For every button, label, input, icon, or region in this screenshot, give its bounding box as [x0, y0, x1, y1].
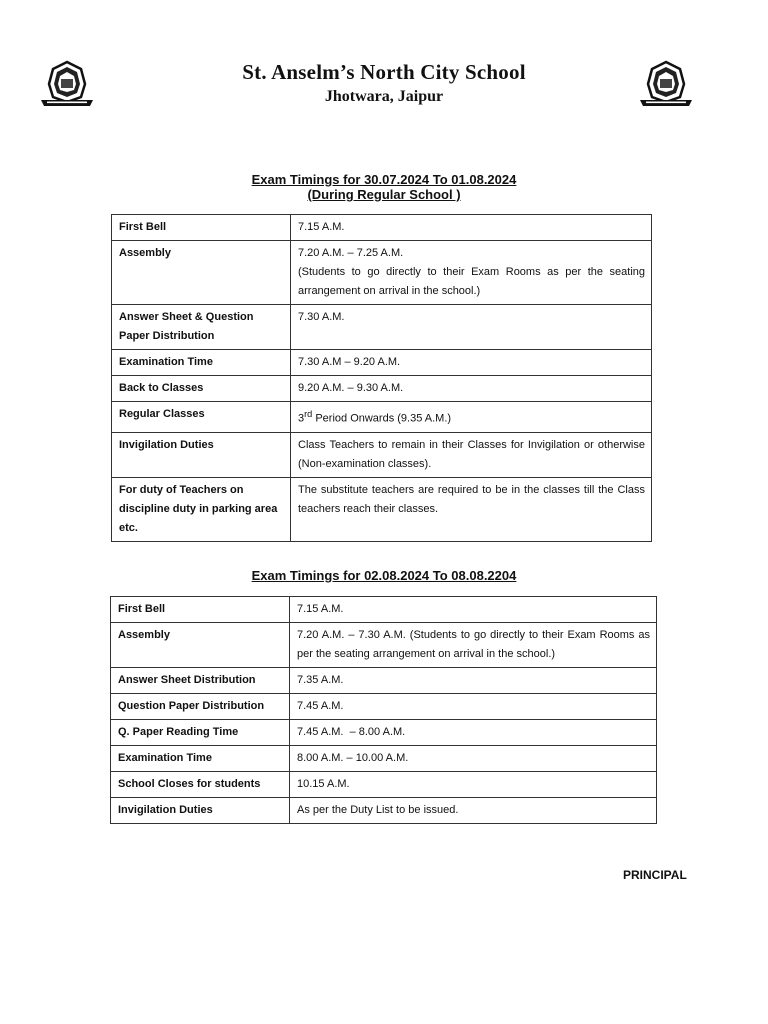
row-label: Assembly — [111, 623, 290, 668]
row-label: Answer Sheet Distribution — [111, 668, 290, 694]
table-row — [111, 668, 657, 694]
row-value — [291, 402, 652, 433]
row-label: First Bell — [112, 215, 291, 241]
table-row — [112, 402, 652, 433]
school-location: Jhotwara, Jaipur — [324, 88, 444, 105]
table-row — [112, 241, 652, 305]
table-row — [111, 746, 657, 772]
row-value: 10.15 A.M. — [290, 772, 657, 798]
row-value: 7.45 A.M. — [290, 694, 657, 720]
row-value: The substitute teachers are required to be in the classes till the Class teachers reach their classes. — [291, 477, 652, 541]
table-row — [112, 432, 652, 477]
row-label: Invigilation Duties — [111, 798, 290, 824]
row-value: As per the Duty List to be issued. — [290, 798, 657, 824]
row-label: Assembly — [112, 241, 291, 305]
row-label: Back to Classes — [112, 376, 291, 402]
timings-table-2 — [110, 596, 657, 824]
section1-subtitle: (During Regular School ) — [307, 187, 461, 202]
row-value: 7.15 A.M. — [290, 597, 657, 623]
row-label: First Bell — [111, 597, 290, 623]
row-value: 7.35 A.M. — [290, 668, 657, 694]
table-row — [112, 215, 652, 241]
row-label: Answer Sheet & Question Paper Distribution — [112, 305, 291, 350]
row-value: 7.30 A.M. — [291, 305, 652, 350]
row-label: Examination Time — [112, 350, 291, 376]
section1-heading — [0, 172, 768, 202]
row-value — [291, 241, 652, 305]
assembly-note: (Students to go directly to their Exam Rooms as per the seating arrangement on arrival in the school.) — [298, 266, 645, 297]
row-value: 7.45 A.M. – 8.00 A.M. — [290, 720, 657, 746]
row-label: Invigilation Duties — [112, 432, 291, 477]
period-ordinal: 3 — [298, 412, 305, 425]
section2-heading — [0, 568, 768, 583]
table-row — [111, 623, 657, 668]
table-row — [112, 477, 652, 541]
table-row — [111, 798, 657, 824]
row-value: 7.30 A.M – 9.20 A.M. — [291, 350, 652, 376]
row-value: 7.15 A.M. — [291, 215, 652, 241]
table-row — [112, 350, 652, 376]
assembly-time: 7.20 A.M. – 7.25 A.M. — [298, 247, 404, 259]
table-row — [112, 305, 652, 350]
row-label: For duty of Teachers on discipline duty in parking area etc. — [112, 477, 291, 541]
row-value: 7.20 A.M. – 7.30 A.M. (Students to go directly to their Exam Rooms as per the seating arrangement on arrival in the school.) — [290, 623, 657, 668]
row-label: Q. Paper Reading Time — [111, 720, 290, 746]
principal-signatory: PRINCIPAL — [623, 868, 687, 882]
row-value: Class Teachers to remain in their Classes for Invigilation or otherwise (Non-examination classes). — [291, 432, 652, 477]
row-value: 9.20 A.M. – 9.30 A.M. — [291, 376, 652, 402]
table-row — [112, 376, 652, 402]
letterhead — [0, 60, 768, 106]
table-row — [111, 694, 657, 720]
row-value: 8.00 A.M. – 10.00 A.M. — [290, 746, 657, 772]
period-rest: Period Onwards (9.35 A.M.) — [312, 412, 452, 425]
section1-title: Exam Timings for 30.07.2024 To 01.08.2024 — [251, 172, 517, 187]
period-ordinal-suffix: rd — [304, 409, 313, 419]
row-label: Examination Time — [111, 746, 290, 772]
table-row — [111, 720, 657, 746]
section2-title: Exam Timings for 02.08.2024 To 08.08.2204 — [251, 568, 517, 583]
timings-table-1 — [111, 214, 652, 542]
row-label: Regular Classes — [112, 402, 291, 433]
table-row — [111, 772, 657, 798]
row-label: School Closes for students — [111, 772, 290, 798]
school-name: St. Anselm’s North City School — [242, 60, 526, 84]
row-label: Question Paper Distribution — [111, 694, 290, 720]
table-row — [111, 597, 657, 623]
